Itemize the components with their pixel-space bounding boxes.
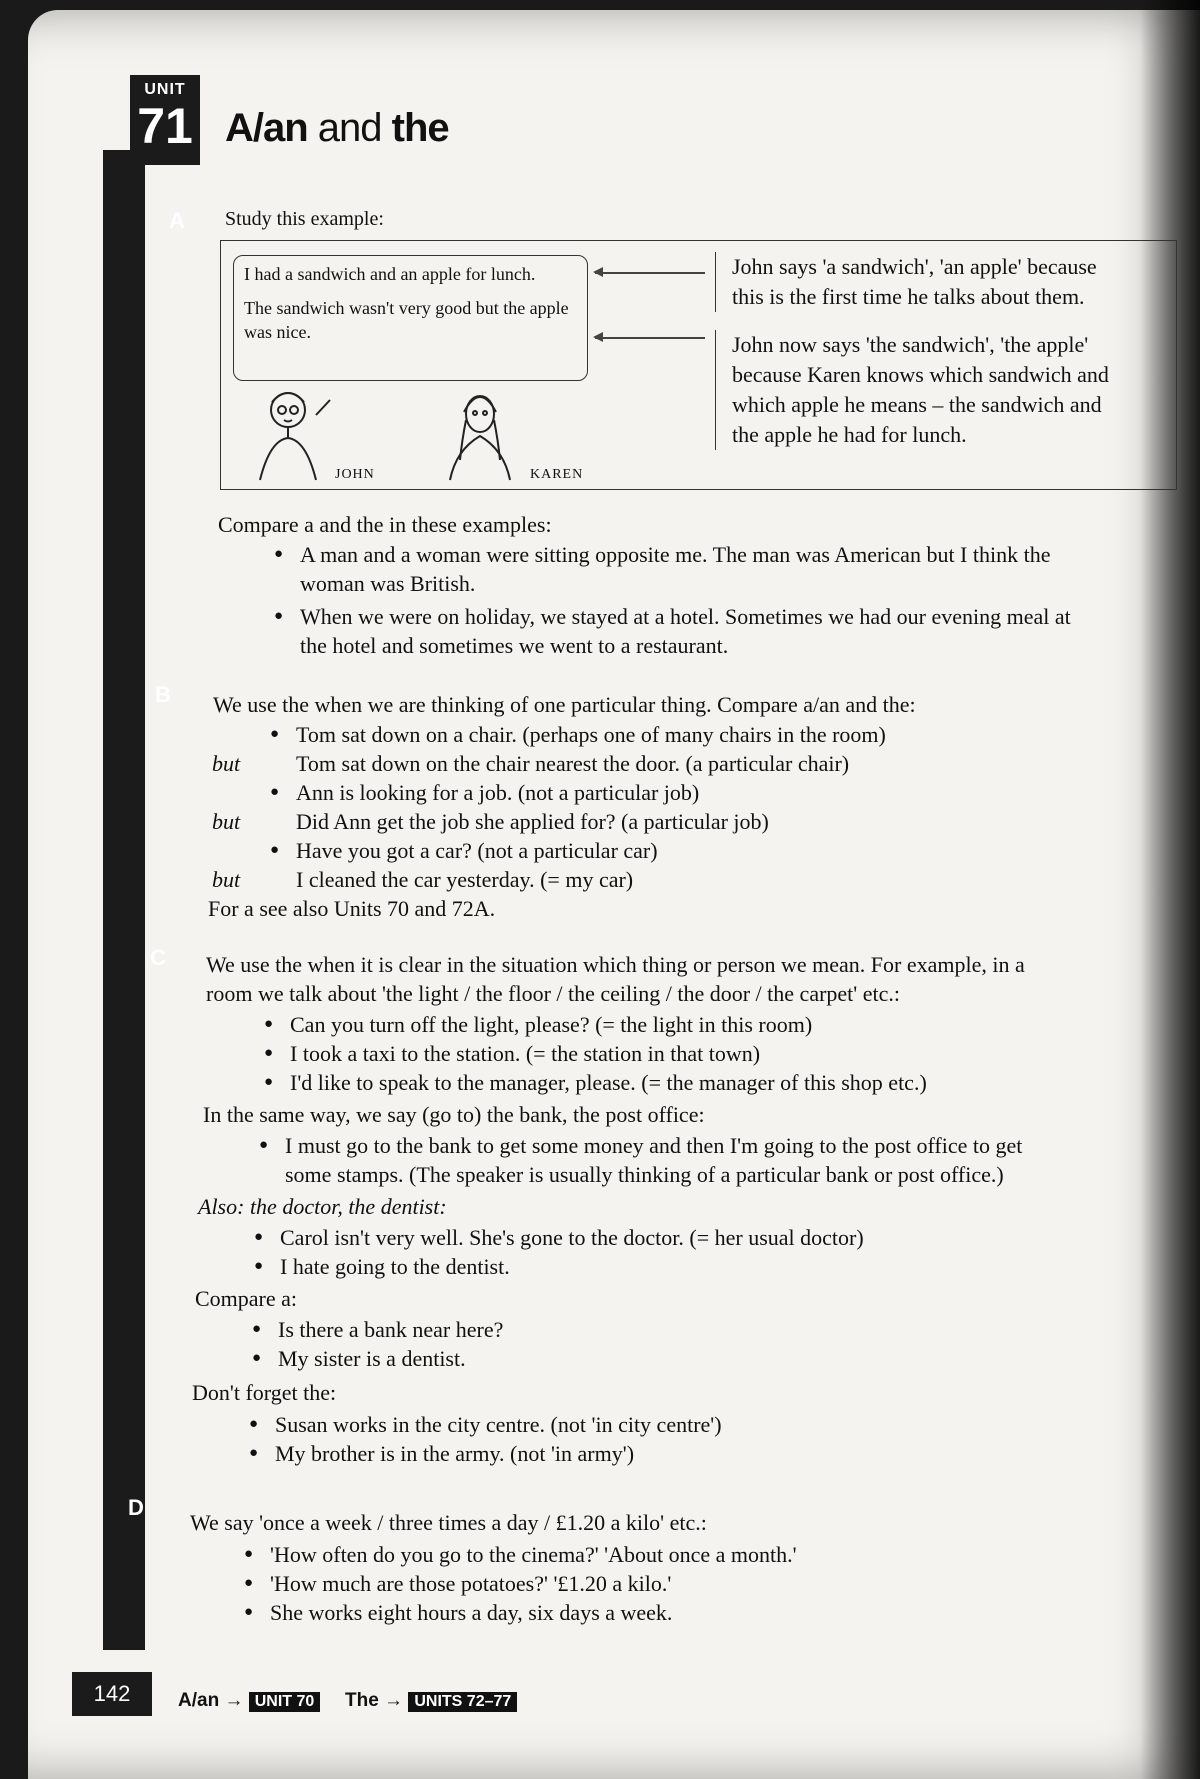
- c-line-9: ● Susan works in the city centre. (not 'in city centre'): [275, 1410, 722, 1439]
- a-compare: Compare a and the in these examples:: [218, 512, 552, 537]
- d-intro: We say 'once a week / three times a day / £1.20 a kilo' etc.:: [190, 1510, 707, 1535]
- footer-aan-tag: UNIT 70: [249, 1692, 321, 1712]
- speech-bubble: [233, 255, 588, 381]
- b-intro: We use the when we are thinking of one particular thing. Compare a/an and the:: [213, 692, 916, 717]
- section-sidebar: [103, 150, 145, 1650]
- b-line-4: Did Ann get the job she applied for? (a particular job): [296, 809, 769, 834]
- b-line-6: I cleaned the car yesterday. (= my car): [296, 867, 634, 892]
- section-c-label: C: [150, 945, 166, 970]
- note1-line-2: this is the first time he talks about them.: [732, 284, 1085, 309]
- note2-line-1: John now says 'the sandwich', 'the apple': [732, 332, 1089, 357]
- note-second-mention: [715, 330, 1109, 450]
- title-aan: A/an: [225, 106, 308, 150]
- d-line-1: ● 'How often do you go to the cinema?' 'About once a month.': [270, 1540, 797, 1569]
- a-example-1-line-2: woman was British.: [300, 571, 476, 596]
- arrow-2: [595, 337, 705, 339]
- note2-line-2: because Karen knows which sandwich and: [732, 362, 1109, 387]
- c-line-1: ● Can you turn off the light, please? (= the light in this room): [290, 1010, 812, 1039]
- john-caption: JOHN: [335, 467, 375, 482]
- footer-aan-label: A/an →: [178, 1690, 244, 1711]
- c-line-5: ● Carol isn't very well. She's gone to the doctor. (= her usual doctor): [280, 1223, 864, 1252]
- c-intro-1: We use the when it is clear in the situation which thing or person we mean. For example, in a: [206, 952, 1025, 977]
- b-line-1: ● Tom sat down on a chair. (perhaps one of many chairs in the room): [296, 720, 886, 749]
- arrow-1: [595, 272, 705, 274]
- c-also: Also: the doctor, the dentist:: [198, 1194, 447, 1219]
- note2-line-3: which apple he means – the sandwich and: [732, 392, 1102, 417]
- a-example-2-line-2: the hotel and sometimes we went to a restaurant.: [300, 633, 729, 658]
- a-example-1-line-1: ● A man and a woman were sitting opposite me. The man was American but I think the: [300, 540, 1050, 569]
- page-number: 142: [72, 1672, 152, 1716]
- footer-the-label: The →: [345, 1690, 404, 1711]
- footer-aan-ref: [178, 1690, 320, 1712]
- page-title: [225, 106, 449, 151]
- c-line-2: ● I took a taxi to the station. (= the station in that town): [290, 1039, 760, 1068]
- c-line-7: ● Is there a bank near here?: [278, 1315, 503, 1344]
- d-line-3: ● She works eight hours a day, six days a week.: [270, 1598, 672, 1627]
- b-but-2: but: [212, 809, 241, 834]
- title-the: the: [391, 106, 449, 150]
- c-line-4a: ● I must go to the bank to get some money and then I'm going to the post office to get: [285, 1131, 1022, 1160]
- bubble-line-2: The sandwich wasn't very good but the apple was nice.: [244, 298, 569, 342]
- karen-drawing: [450, 396, 510, 480]
- note2-line-4: the apple he had for lunch.: [732, 422, 967, 447]
- b-line-5: ● Have you got a car? (not a particular car): [296, 836, 658, 865]
- section-b-label: B: [155, 682, 171, 707]
- john-drawing: [260, 393, 330, 480]
- a-intro: Study this example:: [225, 208, 384, 230]
- unit-badge: [130, 75, 200, 165]
- karen-caption: KAREN: [530, 467, 584, 482]
- title-and: and: [307, 106, 392, 150]
- b-but-3: but: [212, 867, 241, 892]
- a-example-2-line-1: ● When we were on holiday, we stayed at a hotel. Sometimes we had our evening meal at: [300, 602, 1071, 631]
- footer-the-tag: UNITS 72–77: [408, 1692, 517, 1712]
- unit-number: 71: [137, 98, 193, 154]
- c-line-10: ● My brother is in the army. (not 'in army'): [275, 1439, 634, 1468]
- c-line-8: ● My sister is a dentist.: [278, 1344, 466, 1373]
- bubble-line-1: I had a sandwich and an apple for lunch.: [244, 264, 536, 284]
- note-first-mention: [715, 252, 1097, 312]
- b-but-1: but: [212, 751, 241, 776]
- b-line-3: ● Ann is looking for a job. (not a particular job): [296, 778, 699, 807]
- footer-the-ref: [345, 1690, 517, 1712]
- c-dont-forget: Don't forget the:: [192, 1380, 337, 1405]
- c-same-way: In the same way, we say (go to) the bank, the post office:: [203, 1102, 705, 1127]
- john-karen-illustration: [250, 380, 550, 485]
- c-compare-a: Compare a:: [195, 1286, 298, 1311]
- c-intro-2: room we talk about 'the light / the floor / the ceiling / the door / the carpet' etc.:: [206, 981, 900, 1006]
- c-line-6: ● I hate going to the dentist.: [280, 1252, 510, 1281]
- section-a-label: A: [169, 208, 185, 233]
- section-d-label: D: [128, 1495, 144, 1520]
- c-line-3: ● I'd like to speak to the manager, please. (= the manager of this shop etc.): [290, 1068, 927, 1097]
- b-line-2: Tom sat down on the chair nearest the door. (a particular chair): [296, 751, 850, 776]
- d-line-2: ● 'How much are those potatoes?' '£1.20 a kilo.': [270, 1569, 671, 1598]
- unit-label: UNIT: [144, 81, 186, 98]
- note1-line-1: John says 'a sandwich', 'an apple' because: [732, 254, 1097, 279]
- c-line-4b: some stamps. (The speaker is usually thinking of a particular bank or post office.): [285, 1162, 1004, 1187]
- b-see-also: For a see also Units 70 and 72A.: [208, 896, 496, 921]
